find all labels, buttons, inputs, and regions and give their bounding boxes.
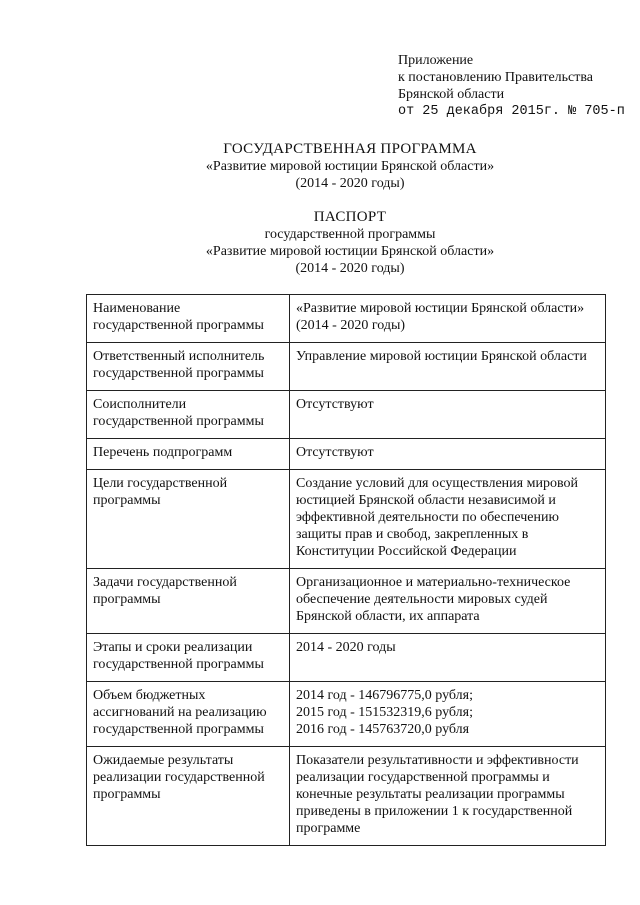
passport-program-name: «Развитие мировой юстиции Брянской области» xyxy=(205,244,495,259)
row-value-line: конечные результаты реализации программы xyxy=(296,787,565,802)
row-value-line: (2014 - 2020 годы) xyxy=(296,318,406,333)
row-value-line: Создание условий для осуществления мировой xyxy=(296,476,578,491)
row-value-cell xyxy=(290,391,606,439)
row-value-line: обеспечение деятельности мировых судей xyxy=(296,592,548,607)
row-label-cell xyxy=(87,634,290,682)
row-value-line: программе xyxy=(296,821,361,836)
table-row xyxy=(87,391,606,439)
row-value-line: 2015 год - 151532319,6 рубля; xyxy=(296,705,473,720)
row-label-line: государственной программы xyxy=(93,722,264,737)
row-label-line: государственной программы xyxy=(93,414,264,429)
passport-heading xyxy=(40,209,640,277)
row-value-line: «Развитие мировой юстиции Брянской области» xyxy=(296,301,585,316)
row-label-line: ассигнований на реализацию xyxy=(93,705,267,720)
row-label-line: реализации государственной xyxy=(93,770,265,785)
appendix-line: Брянской области xyxy=(398,87,505,102)
appendix-line: к постановлению Правительства xyxy=(398,70,594,85)
row-label-line: Соисполнители xyxy=(93,397,187,412)
row-value-line: 2016 год - 145763720,0 рубля xyxy=(296,722,470,737)
row-label-cell xyxy=(87,747,290,846)
table-row xyxy=(87,634,606,682)
program-title: ГОСУДАРСТВЕННАЯ ПРОГРАММА xyxy=(223,141,477,157)
resolution-date: от 25 декабря 2015г. № 705-п xyxy=(398,104,625,119)
program-years: (2014 - 2020 годы) xyxy=(295,176,405,191)
row-value-cell xyxy=(290,470,606,569)
program-heading xyxy=(40,141,640,192)
row-value-line: юстицией Брянской области независимой и xyxy=(296,493,556,508)
appendix-line: Приложение xyxy=(398,53,474,68)
row-value-line: эффективной деятельности по обеспечению xyxy=(296,510,559,525)
row-label-line: Задачи государственной xyxy=(93,575,237,590)
row-value-line: Брянской области, их аппарата xyxy=(296,609,480,624)
row-value-cell xyxy=(290,634,606,682)
row-value-line: Отсутствуют xyxy=(296,397,374,412)
row-value-cell xyxy=(290,682,606,747)
row-value-cell xyxy=(290,747,606,846)
row-label-cell xyxy=(87,682,290,747)
table-row xyxy=(87,682,606,747)
row-value-line: Показатели результативности и эффективности xyxy=(296,753,579,768)
passport-table-body xyxy=(87,295,606,846)
row-value-line: реализации государственной программы и xyxy=(296,770,550,785)
row-label-cell xyxy=(87,569,290,634)
row-label-line: Наименование xyxy=(93,301,181,316)
row-value-line: Конституции Российской Федерации xyxy=(296,544,517,559)
passport-subtitle: государственной программы xyxy=(264,227,436,242)
row-label-line: Ответственный исполнитель xyxy=(93,349,265,364)
passport-table xyxy=(86,294,606,846)
table-row xyxy=(87,569,606,634)
table-row xyxy=(87,439,606,470)
row-value-line: защиты прав и свобод, закрепленных в xyxy=(296,527,529,542)
row-label-line: государственной программы xyxy=(93,657,264,672)
row-label-cell xyxy=(87,439,290,470)
table-row xyxy=(87,747,606,846)
row-label-line: Этапы и сроки реализации xyxy=(93,640,253,655)
row-value-line: Отсутствуют xyxy=(296,445,374,460)
appendix-block xyxy=(398,52,625,120)
row-label-line: программы xyxy=(93,592,161,607)
row-value-cell xyxy=(290,343,606,391)
row-label-cell xyxy=(87,470,290,569)
program-name: «Развитие мировой юстиции Брянской области» xyxy=(205,159,495,174)
table-row xyxy=(87,295,606,343)
row-label-line: государственной программы xyxy=(93,366,264,381)
table-row xyxy=(87,343,606,391)
row-label-cell xyxy=(87,343,290,391)
row-value-line: 2014 - 2020 годы xyxy=(296,640,396,655)
row-label-line: Перечень подпрограмм xyxy=(93,445,233,460)
row-value-line: Управление мировой юстиции Брянской области xyxy=(296,349,587,364)
passport-years: (2014 - 2020 годы) xyxy=(295,261,405,276)
row-label-line: программы xyxy=(93,787,161,802)
row-label-cell xyxy=(87,295,290,343)
row-value-cell xyxy=(290,569,606,634)
row-label-line: Ожидаемые результаты xyxy=(93,753,234,768)
passport-title: ПАСПОРТ xyxy=(313,209,387,225)
row-value-line: Организационное и материально-техническое xyxy=(296,575,571,590)
row-value-line: приведены в приложении 1 к государственной xyxy=(296,804,573,819)
row-value-line: 2014 год - 146796775,0 рубля; xyxy=(296,688,473,703)
row-label-line: государственной программы xyxy=(93,318,264,333)
row-value-cell xyxy=(290,439,606,470)
table-row xyxy=(87,470,606,569)
row-label-line: программы xyxy=(93,493,161,508)
row-label-cell xyxy=(87,391,290,439)
row-label-line: Цели государственной xyxy=(93,476,228,491)
row-value-cell xyxy=(290,295,606,343)
row-label-line: Объем бюджетных xyxy=(93,688,206,703)
